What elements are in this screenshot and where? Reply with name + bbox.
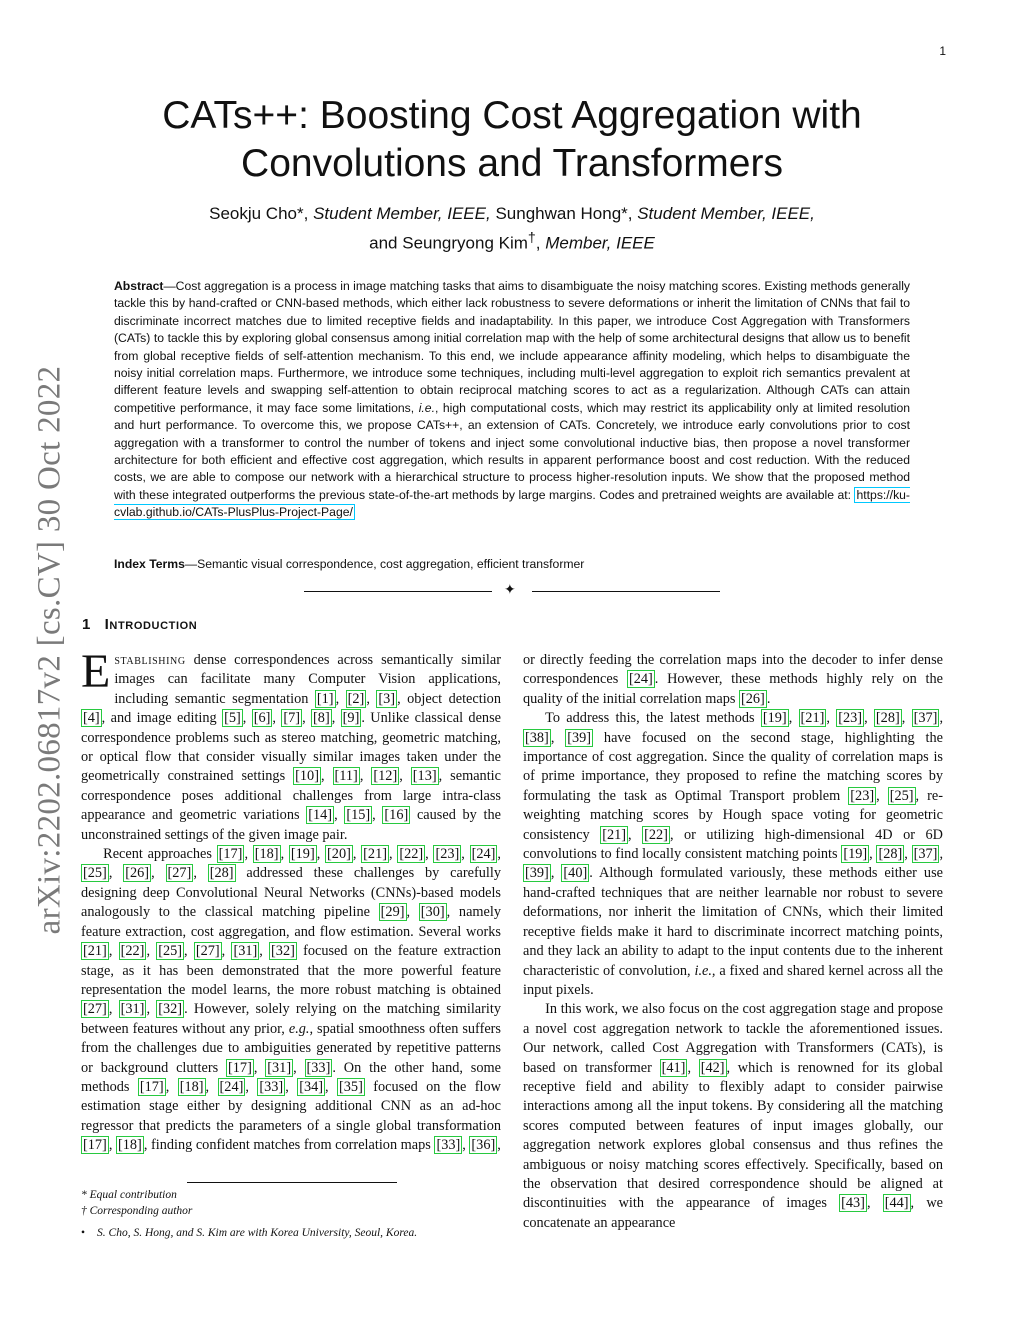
paragraph-text: ,: [876, 787, 888, 804]
body-paragraph: [523, 1000, 943, 1233]
paragraph-text: To address this, the latest methods: [545, 710, 761, 727]
citation-link[interactable]: [18]: [254, 846, 279, 863]
paragraph-text: ,: [108, 1001, 119, 1018]
citation-link[interactable]: [22]: [644, 826, 668, 843]
paragraph-text: ,: [259, 943, 270, 960]
emphasis-text: e.g.,: [288, 1020, 314, 1037]
citation-link[interactable]: [34]: [299, 1078, 324, 1095]
author-3-separator: ,: [535, 233, 546, 253]
body-column-right: [523, 651, 943, 1233]
citation-link[interactable]: [40]: [563, 865, 588, 882]
paragraph-text: ,: [901, 710, 912, 727]
citation-link[interactable]: [28]: [209, 865, 234, 882]
paragraph-text: ,: [146, 943, 157, 960]
citation-link[interactable]: [17]: [139, 1078, 164, 1095]
paragraph-text: ,: [108, 1137, 116, 1154]
footnote-rule: [187, 1182, 397, 1183]
footnote-affiliation: [81, 1226, 501, 1242]
paragraph-text: ,: [462, 1137, 470, 1154]
title-line-2: Convolutions and Transformers: [241, 142, 783, 185]
citation-link[interactable]: [5]: [224, 710, 241, 727]
citation-link[interactable]: [17]: [228, 1059, 252, 1076]
citation-link[interactable]: [22]: [120, 943, 145, 960]
paragraph-text: , which is renowned for its global receptive field and ability to flexibly adapt to consider pairwise interactions among all the input tokens. By considering all the matching scores computed between features of input images globally, our aggregation network explores global consensus and thus refines the ambiguous or noisy matching scores effectively. Specifically, based on the observation that desired correspondence should be aligned at discontinuities with the appearance of images: [523, 1059, 943, 1212]
paragraph-text: ,: [146, 1001, 157, 1018]
paragraph-text: , re-weighting matching scores by Hough space voting for geometric consistency: [523, 787, 943, 843]
paragraph-text: ,: [866, 1195, 883, 1212]
citation-link[interactable]: [19]: [843, 846, 868, 863]
author-1-role: Student Member, IEEE,: [313, 204, 491, 223]
paragraph-text: ,: [864, 710, 874, 727]
paragraph-text: ,: [352, 846, 362, 863]
citation-link[interactable]: [30]: [420, 904, 445, 921]
project-page-link[interactable]: https://ku-cvlab.github.io/CATs-PlusPlus-Project-Page/: [114, 487, 910, 520]
paragraph-text: ,: [939, 710, 944, 727]
citation-link[interactable]: [31]: [120, 1001, 145, 1018]
citation-link[interactable]: [43]: [841, 1195, 865, 1212]
citation-link[interactable]: [18]: [179, 1078, 204, 1095]
paragraph-text: , or utilizing high-dimensional 4D or 6D convolutions to find locally consistent matching points: [523, 826, 943, 863]
citation-link[interactable]: [10]: [295, 768, 319, 785]
lead-in-text: stablishing: [114, 652, 186, 668]
citation-link[interactable]: [26]: [125, 865, 150, 882]
citation-link[interactable]: [35]: [339, 1078, 363, 1095]
body-paragraph: [523, 709, 943, 1000]
citation-link[interactable]: [24]: [219, 1078, 244, 1095]
paragraph-text: ,: [425, 846, 434, 863]
author-line-2: [0, 226, 1024, 256]
paragraph-text: ,: [904, 846, 912, 863]
body-paragraph: [523, 651, 943, 709]
paragraph-text: , and image editing: [101, 710, 223, 727]
paragraph-text: ,: [826, 710, 837, 727]
paragraph-text: ,: [108, 865, 124, 882]
paragraph-text: ,: [320, 768, 333, 785]
paragraph-text: ,: [302, 710, 312, 727]
section-number: 1: [82, 616, 91, 633]
citation-link[interactable]: [37]: [913, 846, 938, 863]
index-terms: [114, 556, 910, 573]
citation-link[interactable]: [21]: [602, 826, 627, 843]
citation-link[interactable]: [11]: [334, 768, 358, 785]
abstract-text-1: —Cost aggregation is a process in image matching tasks that aims to disambiguate the noisy matching scores. Existing methods generally tackle this by hand-crafted or CNN-based methods, which either lack robustness to severe deformations or inherit the limitation of CNNs that fail to discriminate incorrect matches due to limited receptive fields and inadaptability. In this paper, we introduce Cost Aggregation with Transformers (CATs) to tackle this by exploring global consensus among initial correlation map with the help of some architectural designs that allow us to benefit from global receptive fields of self-attention mechanism. To this end, we include appearance affinity modeling, which helps to disambiguate the noisy initial correlation maps. Furthermore, we introduce some techniques, including multi-level aggregation to exploit rich semantics prevalent at different feature levels and swapping self-attention to obtain reciprocal matching scores to act as a regularization. Although CATs can attain competitive performance, it may face some limitations,: [114, 279, 910, 415]
paragraph-text: In this work, we also focus on the cost aggregation stage and propose a novel cost aggregation network to tackle the aforementioned issues. Our network, called Cost Aggregation with Transformers (CATs), is based on transformer: [523, 1001, 943, 1076]
citation-link[interactable]: [28]: [875, 710, 900, 727]
citation-link[interactable]: [33]: [306, 1059, 331, 1076]
paragraph-text: ,: [788, 710, 799, 727]
paragraph-text: ,: [497, 1137, 501, 1154]
paragraph-text: ,: [389, 846, 398, 863]
citation-link[interactable]: [36]: [471, 1137, 496, 1154]
paragraph-text: ,: [406, 904, 419, 921]
page-number: 1: [939, 44, 946, 58]
section-divider: [304, 582, 720, 599]
citation-link[interactable]: [44]: [884, 1195, 909, 1212]
paragraph-text: focused on the feature extraction stage, as it has been demonstrated that the more powerful feature representation the model learns, the more robust matching is obtained: [81, 943, 501, 998]
paragraph-text: ,: [245, 1078, 258, 1095]
body-paragraph: [81, 845, 501, 1156]
paragraph-text: Recent approaches: [103, 846, 217, 863]
citation-link[interactable]: [16]: [384, 807, 409, 824]
citation-link[interactable]: [6]: [253, 710, 271, 727]
paragraph-text: caused by the unconstrained settings of the given image pair.: [81, 807, 501, 843]
citation-link[interactable]: [31]: [233, 943, 258, 960]
body-paragraph: [81, 645, 501, 845]
paragraph-text: , we concatenate an appearance: [523, 1195, 943, 1231]
paragraph-text: ,: [165, 1078, 178, 1095]
paragraph-text: . On the other hand, some methods: [81, 1059, 501, 1095]
citation-link[interactable]: [23]: [850, 787, 875, 804]
citation-link[interactable]: [19]: [762, 710, 787, 727]
author-3-name: and Seungryong Kim: [369, 233, 528, 253]
citation-link[interactable]: [15]: [346, 807, 371, 824]
paragraph-text: ,: [399, 768, 411, 785]
paragraph-text: . However, solely relying on the matching similarity between features without any prior,: [81, 1001, 501, 1037]
paragraph-text: ,: [316, 846, 326, 863]
citation-link[interactable]: [21]: [363, 846, 387, 863]
paragraph-text: ,: [359, 768, 372, 785]
citation-link[interactable]: [37]: [913, 710, 938, 727]
citation-link[interactable]: [23]: [435, 846, 460, 863]
paragraph-text: ,: [334, 807, 345, 824]
citation-link[interactable]: [31]: [267, 1059, 292, 1076]
citation-link[interactable]: [26]: [740, 690, 765, 707]
paragraph-text: ,: [193, 865, 208, 882]
paragraph-text: . Unlike classical dense correspondence problems such as stereo matching, geometric matching, or optical flow that consider visually similar images taken under the geometrically constrained settings: [81, 710, 501, 785]
paragraph-text: , semantic correspondence poses additional challenges from large intra-class appearance and geometric variations: [81, 768, 501, 824]
index-terms-text: —Semantic visual correspondence, cost aggregation, efficient transformer: [184, 557, 585, 571]
paragraph-text: ,: [325, 1078, 338, 1095]
paragraph-text: ,: [253, 1059, 266, 1076]
citation-link[interactable]: [18]: [117, 1137, 142, 1154]
abstract-text-2: , high computational costs, which may restrict its applicability only at limited resolution and hurt performance. To overcome this, we propose CATs++, an extension of CATs. Concretely, we introduce early convolutions prior to cost aggregation with a transformer to control the number of tokens and inject some convolutional inductive bias, then propose a novel transformer architecture for both efficient and effective cost aggregation, which results in apparent performance boost and cost reduction. With the reduced costs, we are able to compose our network with a hierarchical structure to process higher-resolution inputs. We show that the proposed method with these integrated outperforms the previous state-of-the-art methods by large margins. Codes and pretrained weights are available at:: [114, 400, 911, 502]
paragraph-text: focused on the flow estimation stage either by designing additional CNN as an ad-hoc regressor that predicts the parameters of a single global transformation: [81, 1078, 501, 1134]
citation-link[interactable]: [38]: [525, 729, 549, 746]
paragraph-text: .: [766, 690, 771, 707]
citation-link[interactable]: [21]: [83, 943, 107, 960]
footnote-equal-contribution: * Equal contribution: [81, 1189, 177, 1201]
citation-link[interactable]: [32]: [271, 943, 295, 960]
paragraph-text: ,: [108, 943, 119, 960]
citation-link[interactable]: [24]: [628, 671, 653, 688]
citation-link[interactable]: [20]: [327, 846, 351, 863]
paragraph-text: ,: [628, 826, 643, 843]
paragraph-text: ,: [285, 1078, 298, 1095]
divider-rule-left: [304, 591, 492, 592]
citation-link[interactable]: [9]: [342, 710, 360, 727]
arxiv-stamp: arXiv:2202.06817v2 [cs.CV] 30 Oct 2022: [31, 365, 68, 935]
author-3-role: Member, IEEE: [545, 233, 655, 253]
citation-link[interactable]: [2]: [347, 690, 365, 707]
citation-link[interactable]: [39]: [525, 865, 549, 882]
citation-link[interactable]: [42]: [700, 1059, 725, 1076]
citation-link[interactable]: [17]: [218, 846, 243, 863]
paragraph-text: ,: [151, 865, 166, 882]
paragraph-text: spatial smoothness often suffers from the challenges due to ambiguities generated by repetitive patterns or background clutters: [81, 1020, 501, 1076]
citation-link[interactable]: [29]: [380, 904, 405, 921]
citation-link[interactable]: [33]: [259, 1078, 284, 1095]
citation-link[interactable]: [13]: [412, 768, 437, 785]
citation-link[interactable]: [12]: [373, 768, 398, 785]
paragraph-text: ,: [221, 943, 232, 960]
citation-link[interactable]: [33]: [436, 1137, 461, 1154]
paragraph-text: . However, these methods highly rely on the quality of the initial correlation maps: [523, 671, 943, 707]
citation-link[interactable]: [4]: [83, 710, 100, 727]
paragraph-text: dense correspondences across semantically similar images can facilitate many Computer Vision applications, including semantic segmentation: [114, 652, 501, 707]
paragraph-text: have focused on the second stage, highlighting the importance of cost aggregation. Since the quality of correlation maps is of prime importance, they proposed to refine the matching scores by formulating the task as Optimal Transport problem: [523, 729, 943, 804]
paragraph-text: ,: [205, 1078, 218, 1095]
author-2-name: Sunghwan Hong*,: [490, 204, 638, 223]
paragraph-text: ,: [280, 846, 289, 863]
author-line-1: [0, 202, 1024, 226]
divider-diamond-icon: ✦: [504, 582, 516, 598]
paragraph-text: ,: [335, 690, 346, 707]
citation-link[interactable]: [19]: [290, 846, 315, 863]
citation-link[interactable]: [1]: [316, 690, 334, 707]
citation-link[interactable]: [23]: [838, 710, 863, 727]
citation-link[interactable]: [32]: [158, 1001, 183, 1018]
author-1-name: Seokju Cho*,: [209, 204, 314, 223]
abstract-ie: i.e.: [418, 400, 435, 415]
paragraph-text: ,: [242, 710, 252, 727]
citation-link[interactable]: [24]: [471, 846, 496, 863]
paragraph-text: ,: [331, 710, 341, 727]
drop-cap: E: [81, 645, 111, 698]
paragraph-text: ,: [372, 807, 383, 824]
citation-link[interactable]: [27]: [195, 943, 220, 960]
citation-link[interactable]: [25]: [889, 787, 914, 804]
body-column-left: [81, 645, 501, 1156]
paragraph-text: . Although formulated variously, these methods either use hand-crafted techniques that are neither learnable nor robust to severe deformations, nor inherit the limitation of CNNs, which their limited receptive fields make it hard to discriminate incorrect matching points, and they lack an ability to adapt to the input contents due to the inherent characteristic of convolution,: [523, 865, 943, 979]
citation-link[interactable]: [27]: [83, 1001, 107, 1018]
paragraph-text: addressed these challenges by carefully designing deep Convolutional Neural Networks (CNNs)-based models analogously to the classical matching pipeline: [81, 865, 501, 921]
paragraph-text: a fixed and shared kernel across all the input pixels.: [523, 962, 943, 998]
paragraph-text: ,: [550, 865, 562, 882]
citation-link[interactable]: [17]: [83, 1137, 107, 1154]
citation-link[interactable]: [27]: [167, 865, 192, 882]
abstract-label: Abstract: [114, 279, 164, 293]
paragraph-text: ,: [366, 690, 377, 707]
citation-link[interactable]: [7]: [283, 710, 301, 727]
bullet-icon: •: [81, 1227, 86, 1240]
paragraph-text: , object detection: [397, 690, 501, 707]
citation-link[interactable]: [21]: [800, 710, 825, 727]
emphasis-text: i.e.,: [694, 962, 716, 979]
footnotes: [81, 1188, 501, 1242]
paragraph-text: ,: [550, 729, 566, 746]
author-list: [0, 202, 1024, 256]
corresponding-mark: †: [527, 230, 536, 246]
paragraph-text: ,: [293, 1059, 305, 1076]
citation-link[interactable]: [39]: [567, 729, 592, 746]
paragraph-text: ,: [184, 943, 194, 960]
divider-rule-right: [532, 591, 720, 592]
paragraph-text: , finding confident matches from correlation maps: [143, 1137, 435, 1154]
paragraph-text: ,: [939, 846, 944, 863]
citation-link[interactable]: [22]: [399, 846, 424, 863]
paragraph-text: ,: [497, 846, 501, 863]
paragraph-text: ,: [869, 846, 877, 863]
citation-link[interactable]: [8]: [313, 710, 330, 727]
paragraph-text: ,: [687, 1059, 699, 1076]
author-2-role: Student Member, IEEE,: [637, 204, 815, 223]
citation-link[interactable]: [25]: [83, 865, 107, 882]
citation-link[interactable]: [28]: [878, 846, 903, 863]
citation-link[interactable]: [25]: [158, 943, 183, 960]
paragraph-text: ,: [244, 846, 253, 863]
paragraph-text: ,: [272, 710, 282, 727]
affiliation-text: S. Cho, S. Hong, and S. Kim are with Korea University, Seoul, Korea.: [97, 1227, 418, 1240]
title-line-1: CATs++: Boosting Cost Aggregation with: [162, 94, 862, 137]
paragraph-text: , namely feature extraction, cost aggregation, and flow estimation. Several works: [81, 904, 501, 940]
section-title: Introduction: [104, 616, 198, 633]
citation-link[interactable]: [14]: [308, 807, 333, 824]
footnote-corresponding-author: † Corresponding author: [81, 1204, 193, 1217]
citation-link[interactable]: [41]: [661, 1059, 686, 1076]
index-terms-label: Index Terms: [114, 557, 185, 571]
paragraph-text: ,: [461, 846, 470, 863]
paper-title: [0, 92, 1024, 188]
paragraph-text: or directly feeding the correlation maps into the decoder to infer dense correspondences: [523, 652, 943, 688]
section-heading: [82, 616, 197, 633]
citation-link[interactable]: [3]: [378, 690, 396, 707]
abstract: [114, 278, 910, 522]
